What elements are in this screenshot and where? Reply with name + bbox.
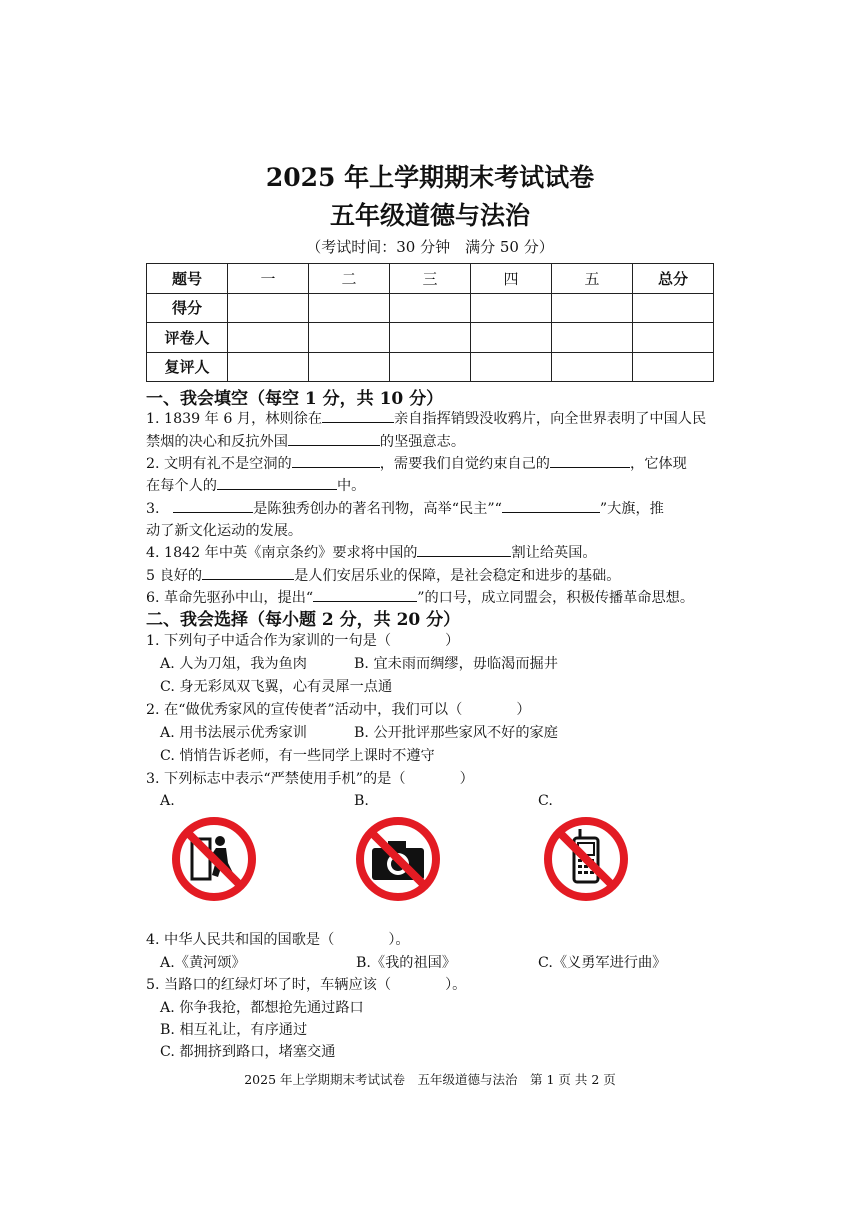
option-c: C. 悄悄告诉老师，有一些同学上课时不遵守 xyxy=(160,748,435,764)
section2-heading: 二、我会选择（每小题 2 分，共 20 分） xyxy=(146,610,461,630)
score-cell[interactable] xyxy=(228,293,309,323)
score-row-label: 复评人 xyxy=(147,352,228,382)
score-table xyxy=(146,263,714,382)
question-text: ） xyxy=(459,771,474,787)
question-text: 5 良好的 xyxy=(146,568,203,584)
question-text: 4. 中华人民共和国的国歌是（ xyxy=(146,932,335,948)
question-text: ）。 xyxy=(445,977,467,993)
score-cell[interactable] xyxy=(552,352,633,382)
question-text: ） xyxy=(516,702,531,718)
score-cell[interactable] xyxy=(309,352,390,382)
question-text: ，它体现 xyxy=(630,456,687,472)
score-table-header: 题号 xyxy=(147,264,228,294)
answer-blank[interactable] xyxy=(417,542,511,557)
answer-blank[interactable] xyxy=(322,408,394,423)
option-b: B. 宜未雨而绸缪，毋临渴而掘井 xyxy=(354,656,558,672)
answer-blank[interactable] xyxy=(502,498,600,513)
question-text: ）。 xyxy=(388,932,410,948)
choice-question-2 xyxy=(146,699,531,719)
exam-subject: 五年级道德与法治 xyxy=(329,201,530,230)
exam-title: 2025 年上学期期末考试试卷 xyxy=(265,163,595,192)
score-table-row xyxy=(147,323,714,353)
question-text: 4. 1842 年中英《南京条约》要求将中国的 xyxy=(146,545,418,561)
question-text: 禁烟的决心和反抗外国 xyxy=(146,434,288,450)
score-table-header: 一 xyxy=(228,264,309,294)
question-text: 的坚强意志。 xyxy=(379,434,466,450)
score-table-header: 三 xyxy=(390,264,471,294)
answer-blank[interactable] xyxy=(202,565,294,580)
question-text: 5. 当路口的红绿灯坏了时，车辆应该（ xyxy=(146,977,392,993)
question-text: ） xyxy=(445,633,460,649)
no-camera-sign-icon[interactable] xyxy=(354,815,442,903)
answer-blank[interactable] xyxy=(217,475,337,490)
question-text: ，需要我们自觉约束自己的 xyxy=(379,456,550,472)
option-b: B.《我的祖国》 xyxy=(356,955,457,971)
question-text: ”的口号，成立同盟会，积极传播革命思想。 xyxy=(417,590,695,606)
answer-blank[interactable] xyxy=(288,431,380,446)
option-a: A. 用书法展示优秀家训 xyxy=(160,725,307,741)
fill-question-1a xyxy=(146,408,706,428)
answer-blank[interactable] xyxy=(313,587,417,602)
answer-blank[interactable] xyxy=(173,498,253,513)
question-text: 3. 下列标志中表示“严禁使用手机”的是（ xyxy=(146,771,406,787)
score-row-label: 评卷人 xyxy=(147,323,228,353)
fill-question-6 xyxy=(146,587,694,607)
fill-question-1b xyxy=(146,431,465,451)
score-cell[interactable] xyxy=(471,293,552,323)
fill-question-2a xyxy=(146,453,687,473)
score-table-header: 二 xyxy=(309,264,390,294)
fill-question-5 xyxy=(146,565,620,585)
exam-info: （考试时间：30 分钟 满分 50 分） xyxy=(306,238,554,256)
answer-blank[interactable] xyxy=(550,453,630,468)
score-table-row xyxy=(147,293,714,323)
score-table-header: 五 xyxy=(552,264,633,294)
score-cell[interactable] xyxy=(228,323,309,353)
score-cell[interactable] xyxy=(390,352,471,382)
question-text: 亲自指挥销毁没收鸦片，向全世界表明了中国人民 xyxy=(394,411,707,427)
option-a: A. xyxy=(160,793,175,809)
option-c: C. 都拥挤到路口，堵塞交通 xyxy=(160,1044,336,1060)
choice-question-5 xyxy=(146,974,466,994)
fill-question-4 xyxy=(146,542,597,562)
option-a: A.《黄河颂》 xyxy=(160,955,246,971)
answer-blank[interactable] xyxy=(292,453,380,468)
score-cell[interactable] xyxy=(390,323,471,353)
section1-heading: 一、我会填空（每空 1 分，共 10 分） xyxy=(146,389,444,409)
question-text: 1. 1839 年 6 月，林则徐在 xyxy=(146,411,323,427)
question-text: 是人们安居乐业的保障，是社会稳定和进步的基础。 xyxy=(294,568,621,584)
score-cell[interactable] xyxy=(309,323,390,353)
no-exit-sign-icon[interactable] xyxy=(170,815,258,903)
score-table-row xyxy=(147,352,714,382)
option-b: B. xyxy=(354,793,369,809)
fill-question-3b: 动了新文化运动的发展。 xyxy=(146,523,303,539)
page-footer: 2025 年上学期期末考试试卷 五年级道德与法治 第 1 页 共 2 页 xyxy=(244,1072,616,1087)
no-phone-sign-icon[interactable] xyxy=(542,815,630,903)
question-text: 2. 文明有礼不是空洞的 xyxy=(146,456,292,472)
score-cell[interactable] xyxy=(471,352,552,382)
score-cell[interactable] xyxy=(633,323,714,353)
question-text: 3. xyxy=(146,501,160,517)
option-c: C. xyxy=(538,793,553,809)
fill-question-2b xyxy=(146,475,365,495)
option-c: C. 身无彩凤双飞翼，心有灵犀一点通 xyxy=(160,679,393,695)
option-c: C.《义勇军进行曲》 xyxy=(538,955,667,971)
score-table-header: 总分 xyxy=(633,264,714,294)
question-text: 中。 xyxy=(336,478,366,494)
score-cell[interactable] xyxy=(633,293,714,323)
score-cell[interactable] xyxy=(552,293,633,323)
option-b: B. 相互礼让，有序通过 xyxy=(160,1022,308,1038)
question-text: 2. 在“做优秀家风的宣传使者”活动中，我们可以（ xyxy=(146,702,463,718)
score-cell[interactable] xyxy=(633,352,714,382)
choice-question-1 xyxy=(146,630,459,650)
score-cell[interactable] xyxy=(309,293,390,323)
choice-question-3 xyxy=(146,768,474,788)
option-b: B. 公开批评那些家风不好的家庭 xyxy=(354,725,558,741)
option-a: A. 人为刀俎，我为鱼肉 xyxy=(160,656,307,672)
score-cell[interactable] xyxy=(390,293,471,323)
question-text: 1. 下列句子中适合作为家训的一句是（ xyxy=(146,633,392,649)
score-table-header-row xyxy=(147,264,714,294)
question-text: 在每个人的 xyxy=(146,478,217,494)
score-table-header: 四 xyxy=(471,264,552,294)
score-cell[interactable] xyxy=(228,352,309,382)
choice-question-4 xyxy=(146,929,410,949)
option-a: A. 你争我抢，都想抢先通过路口 xyxy=(160,1000,364,1016)
question-text: 是陈独秀创办的著名刊物，高举“民主”“ xyxy=(253,501,502,517)
score-cell[interactable] xyxy=(552,323,633,353)
score-cell[interactable] xyxy=(471,323,552,353)
score-row-label: 得分 xyxy=(147,293,228,323)
question-text: ”大旗，推 xyxy=(599,501,664,517)
question-text: 6. 革命先驱孙中山，提出“ xyxy=(146,590,314,606)
question-text: 割让给英国。 xyxy=(511,545,597,561)
fill-question-3a xyxy=(146,498,664,518)
